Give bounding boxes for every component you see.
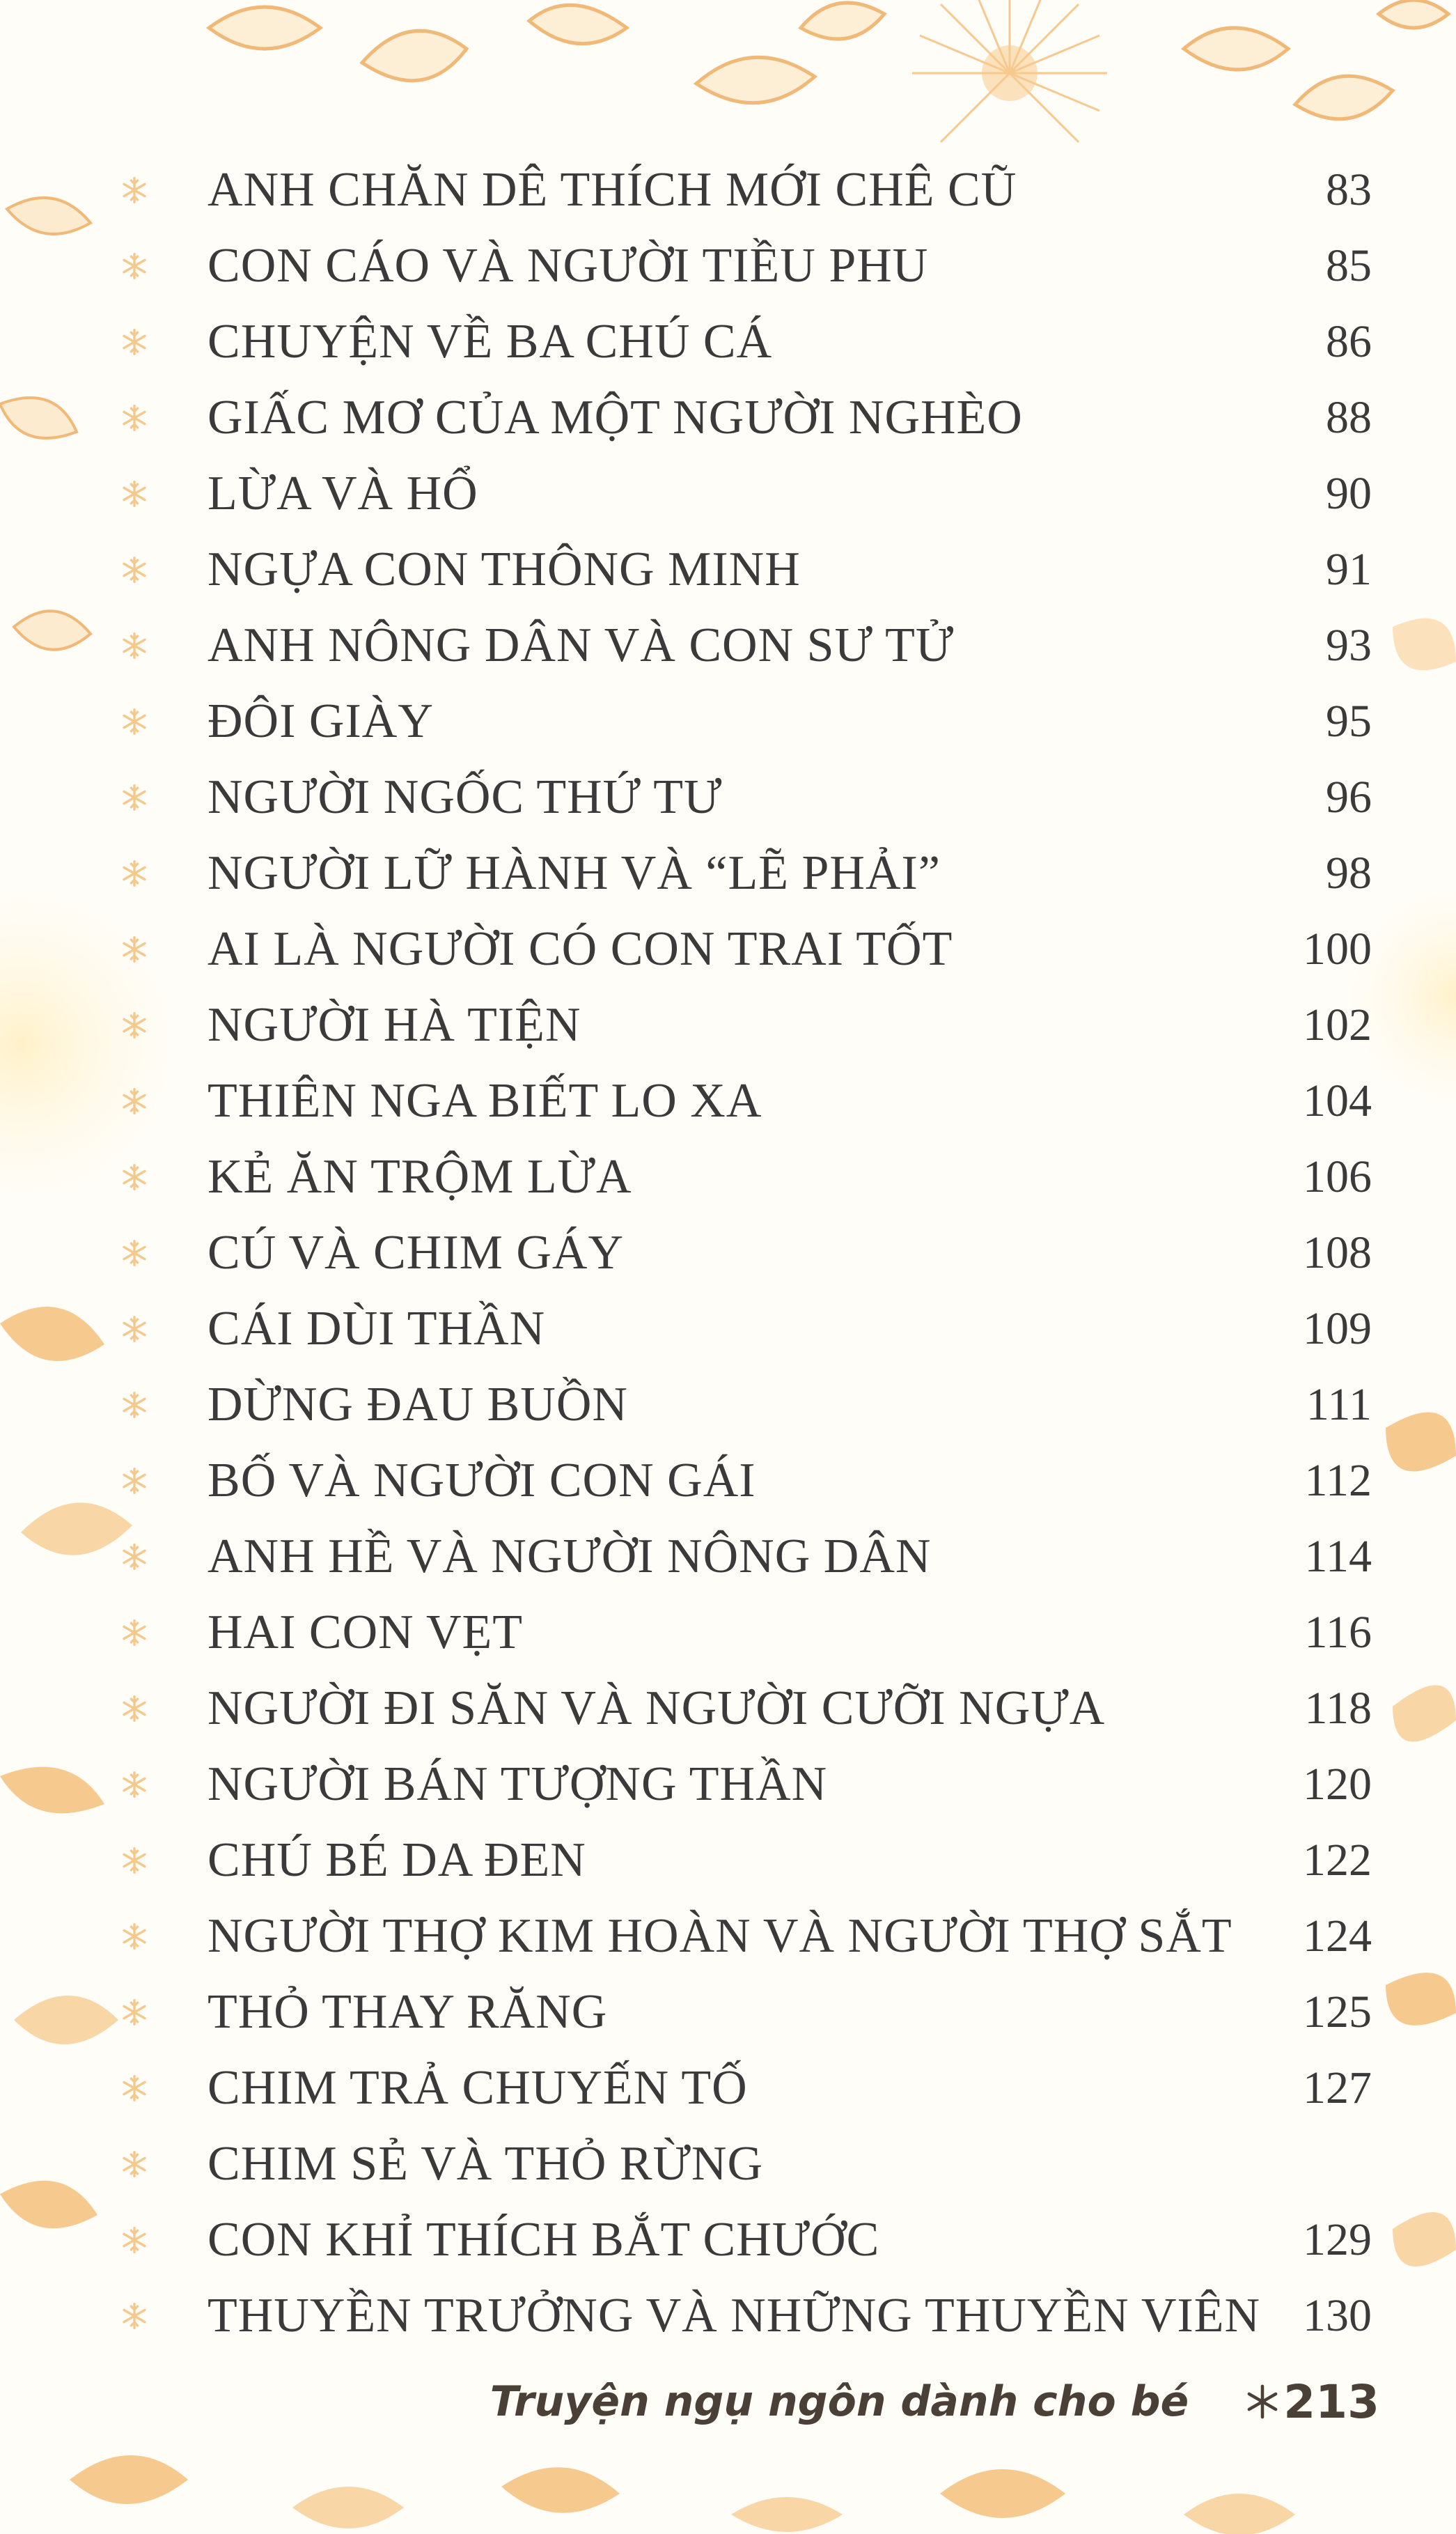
- snowflake-bullet-icon: [118, 933, 150, 965]
- toc-entry[interactable]: [118, 1746, 1372, 1822]
- toc-entry-page: 91: [1326, 543, 1372, 595]
- snowflake-bullet-icon: [118, 1920, 150, 1952]
- toc-entry-title: CHÚ BÉ DA ĐEN: [208, 1833, 586, 1887]
- toc-entry-page: 100: [1303, 923, 1372, 974]
- toc-entry-title: ANH CHĂN DÊ THÍCH MỚI CHÊ CŨ: [208, 162, 1017, 217]
- toc-entry-title: AI LÀ NGƯỜI CÓ CON TRAI TỐT: [208, 922, 953, 976]
- toc-entry-title: CÚ VÀ CHIM GÁY: [208, 1225, 625, 1280]
- toc-entry-page: 122: [1303, 1834, 1372, 1886]
- toc-entry[interactable]: [118, 380, 1372, 456]
- toc-entry-title: NGƯỜI NGỐC THỨ TƯ: [208, 770, 723, 824]
- toc-entry-title: ANH NÔNG DÂN VÀ CON SƯ TỬ: [208, 618, 955, 672]
- toc-entry-title: BỐ VÀ NGƯỜI CON GÁI: [208, 1453, 756, 1507]
- snowflake-bullet-icon: [118, 2224, 150, 2256]
- toc-entry-title: CHIM TRẢ CHUYẾN TỐ: [208, 2060, 748, 2115]
- toc-entry-page: 130: [1303, 2290, 1372, 2341]
- toc-entry-title: THIÊN NGA BIẾT LO XA: [208, 1073, 762, 1128]
- toc-entry[interactable]: [118, 2126, 1372, 2202]
- toc-entry[interactable]: [118, 531, 1372, 607]
- toc-entry[interactable]: [118, 152, 1372, 228]
- toc-entry[interactable]: [118, 1443, 1372, 1518]
- leaf-cluster-bottom: [70, 2455, 1295, 2534]
- snowflake-bullet-icon: [118, 2300, 150, 2332]
- toc-entry-page: 93: [1326, 619, 1372, 671]
- snowflake-bullet-icon: [118, 326, 150, 358]
- toc-entry-page: 116: [1304, 1606, 1372, 1658]
- snowflake-bullet-icon: [118, 174, 150, 206]
- toc-entry-title: CHUYỆN VỀ BA CHÚ CÁ: [208, 314, 773, 368]
- toc-entry-page: 102: [1303, 999, 1372, 1050]
- toc-entry-title: NGƯỜI THỢ KIM HOÀN VÀ NGƯỜI THỢ SẮT: [208, 1909, 1232, 1963]
- toc-entry-title: CON KHỈ THÍCH BẮT CHƯỚC: [208, 2212, 880, 2267]
- snowflake-bullet-icon: [118, 1313, 150, 1345]
- snowflake-bullet-icon: [118, 1009, 150, 1041]
- snowflake-bullet-icon: [118, 1161, 150, 1193]
- toc-entry[interactable]: [118, 987, 1372, 1063]
- toc-entry-page: 120: [1303, 1758, 1372, 1810]
- toc-entry-title: THUYỀN TRƯỞNG VÀ NHỮNG THUYỀN VIÊN: [208, 2288, 1261, 2342]
- toc-entry-page: 114: [1304, 1530, 1372, 1582]
- leaf-cluster-right: [1386, 619, 1456, 2267]
- toc-entry-page: 104: [1303, 1075, 1372, 1126]
- snowflake-bullet-icon: [118, 2148, 150, 2180]
- toc-entry[interactable]: [118, 1974, 1372, 2050]
- toc-entry[interactable]: [118, 607, 1372, 683]
- page-footer: [490, 2367, 1379, 2436]
- leaf-cluster-top: [209, 0, 1448, 119]
- toc-entry-page: 125: [1303, 1986, 1372, 2037]
- snowflake-bullet-icon: [118, 402, 150, 434]
- snowflake-bullet-icon: [118, 1541, 150, 1573]
- snowflake-bullet-icon: [118, 478, 150, 510]
- snowflake-bullet-icon: [118, 250, 150, 282]
- toc-entry-page: 86: [1326, 316, 1372, 367]
- toc-entry[interactable]: [118, 456, 1372, 531]
- toc-entry-page: 96: [1326, 771, 1372, 823]
- toc-entry[interactable]: [118, 2050, 1372, 2126]
- toc-entry[interactable]: [118, 1518, 1372, 1594]
- snowflake-bullet-icon: [118, 706, 150, 738]
- toc-entry-title: LỪA VÀ HỔ: [208, 466, 478, 520]
- snowflake-icon: [1244, 2384, 1281, 2420]
- toc-entry-title: NGỰA CON THÔNG MINH: [208, 542, 801, 596]
- toc-entry[interactable]: [118, 1594, 1372, 1670]
- toc-entry-page: 112: [1304, 1454, 1372, 1506]
- toc-entry-title: NGƯỜI HÀ TIỆN: [208, 997, 581, 1052]
- toc-entry-title: CÁI DÙI THẦN: [208, 1301, 546, 1355]
- toc-entry[interactable]: [118, 2278, 1372, 2354]
- snowflake-bullet-icon: [118, 857, 150, 889]
- snowflake-bullet-icon: [118, 630, 150, 662]
- toc-entry[interactable]: [118, 1822, 1372, 1898]
- snowflake-bullet-icon: [118, 1996, 150, 2028]
- toc-entry[interactable]: [118, 759, 1372, 835]
- table-of-contents: [118, 152, 1372, 2354]
- snowflake-bullet-icon: [118, 1769, 150, 1801]
- toc-entry[interactable]: [118, 1291, 1372, 1367]
- toc-entry-title: THỎ THAY RĂNG: [208, 1984, 608, 2039]
- leaf-cluster-left-solid: [0, 1307, 132, 2228]
- toc-entry[interactable]: [118, 1670, 1372, 1746]
- snowflake-bullet-icon: [118, 1237, 150, 1269]
- leaf-cluster-left: [0, 198, 91, 650]
- toc-entry-page: 83: [1326, 164, 1372, 215]
- toc-entry-title: DỪNG ĐAU BUỒN: [208, 1377, 628, 1431]
- snowflake-bullet-icon: [118, 1693, 150, 1725]
- toc-entry-page: 108: [1303, 1227, 1372, 1278]
- toc-entry-page: 109: [1303, 1303, 1372, 1354]
- snowflake-bullet-icon: [118, 782, 150, 814]
- toc-entry[interactable]: [118, 835, 1372, 911]
- sunburst-decoration: [912, 0, 1107, 142]
- toc-entry-page: 124: [1303, 1910, 1372, 1961]
- toc-entry-page: 85: [1326, 240, 1372, 291]
- toc-entry[interactable]: [118, 683, 1372, 759]
- toc-entry-page: 106: [1303, 1151, 1372, 1202]
- snowflake-bullet-icon: [118, 1465, 150, 1497]
- snowflake-bullet-icon: [118, 1085, 150, 1117]
- toc-entry-title: KẺ ĂN TRỘM LỪA: [208, 1149, 632, 1204]
- toc-entry-page: 129: [1303, 2214, 1372, 2265]
- toc-entry-title: CON CÁO VÀ NGƯỜI TIỀU PHU: [208, 238, 929, 293]
- toc-entry-page: 88: [1326, 391, 1372, 443]
- snowflake-bullet-icon: [118, 1617, 150, 1649]
- snowflake-bullet-icon: [118, 2072, 150, 2104]
- toc-entry-page: 111: [1306, 1378, 1372, 1430]
- toc-entry-title: HAI CON VẸT: [208, 1605, 524, 1659]
- book-title: Truyện ngụ ngôn dành cho bé: [490, 2377, 1189, 2426]
- toc-entry-page: 118: [1304, 1682, 1372, 1734]
- toc-entry-page: 127: [1303, 2062, 1372, 2113]
- snowflake-bullet-icon: [118, 1389, 150, 1421]
- toc-entry-title: NGƯỜI ĐI SĂN VÀ NGƯỜI CƯỠI NGỰA: [208, 1681, 1106, 1735]
- toc-entry[interactable]: [118, 911, 1372, 987]
- toc-entry[interactable]: [118, 304, 1372, 380]
- toc-entry[interactable]: [118, 1215, 1372, 1291]
- toc-entry-page: 90: [1326, 467, 1372, 519]
- toc-entry-title: ĐÔI GIÀY: [208, 694, 434, 748]
- toc-entry[interactable]: [118, 1367, 1372, 1443]
- toc-entry-title: NGƯỜI BÁN TƯỢNG THẦN: [208, 1757, 828, 1811]
- toc-entry-title: GIẤC MƠ CỦA MỘT NGƯỜI NGHÈO: [208, 390, 1023, 444]
- toc-entry-title: CHIM SẺ VÀ THỎ RỪNG: [208, 2136, 764, 2191]
- toc-entry-page: 98: [1326, 847, 1372, 899]
- page-number: 213: [1283, 2374, 1379, 2429]
- toc-entry[interactable]: [118, 1063, 1372, 1139]
- toc-entry[interactable]: [118, 1898, 1372, 1974]
- toc-entry-title: ANH HỀ VÀ NGƯỜI NÔNG DÂN: [208, 1529, 932, 1583]
- toc-entry[interactable]: [118, 1139, 1372, 1215]
- toc-entry-title: NGƯỜI LỮ HÀNH VÀ “LẼ PHẢI”: [208, 846, 941, 900]
- toc-entry[interactable]: [118, 2202, 1372, 2278]
- toc-entry[interactable]: [118, 228, 1372, 304]
- snowflake-bullet-icon: [118, 1844, 150, 1876]
- snowflake-bullet-icon: [118, 554, 150, 586]
- toc-entry-page: 95: [1326, 695, 1372, 747]
